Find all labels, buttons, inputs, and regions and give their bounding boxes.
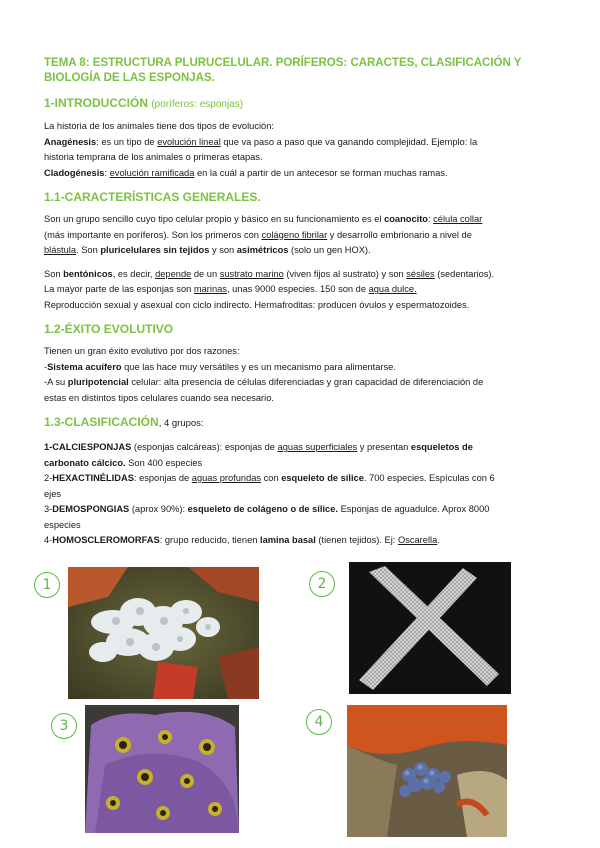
section-clasificacion-suffix: , 4 grupos:	[158, 418, 204, 429]
text: y son	[209, 245, 237, 255]
text: Son un grupo sencillo cuyo tipo celular propio y básico en su funcionamiento es el	[44, 214, 385, 224]
term-calciesponjas: 1-CALCIESPONJAS	[44, 442, 132, 452]
clas-demospongias-cont: especies	[44, 519, 81, 530]
photo-calciesponja-image	[68, 567, 259, 699]
section-caracteristicas-heading: 1.1-CARACTERÍSTICAS GENERALES.	[44, 190, 261, 204]
exito-line-4: estas en distintos tipos celulares cuando sea necesario.	[44, 392, 274, 403]
underline-sustrato-marino: sustrato marino	[219, 268, 284, 279]
text: : es un tipo de	[96, 136, 158, 147]
text: 4-	[44, 535, 53, 545]
section-clasificacion-title: 1.3-CLASIFICACIÓN	[44, 415, 159, 429]
underline-sesiles: sésiles	[406, 268, 435, 279]
text: , es decir,	[112, 268, 156, 279]
text: de un	[191, 268, 220, 279]
intro-line-1: La historia de los animales tiene dos tipos de evolución:	[44, 121, 274, 131]
term-homoscleromorfas: HOMOSCLEROMORFAS	[52, 535, 160, 545]
term-demospongias: DEMOSPONGIAS	[52, 504, 130, 514]
exito-line-3	[44, 375, 556, 391]
text: Son 400 especies	[125, 457, 203, 468]
text: (solo un gen HOX).	[288, 245, 371, 255]
underline-blastula: blástula	[44, 245, 77, 255]
term-pluripotencial: pluripotencial	[67, 377, 129, 387]
underline-aguas-profundas: aguas profundas	[191, 473, 262, 483]
document-title	[44, 56, 556, 86]
photo-hexactinelida	[349, 562, 511, 694]
text: La mayor parte de las esponjas son	[44, 284, 194, 294]
text: 3-	[44, 504, 53, 514]
term-sistema-acuifero: Sistema acuífero	[47, 361, 122, 372]
text: en la cuál a partir de un antecesor se forman muchas ramas.	[194, 167, 448, 178]
carac-line-6: Reproducción sexual y asexual con ciclo indirecto. Hermafroditas: producen óvulos y espermatozoides.	[44, 299, 470, 310]
clas-hexactinelidas-cont: ejes	[44, 488, 62, 499]
title-line-2: BIOLOGÍA DE LAS ESPONJAS.	[44, 72, 215, 84]
text: que va paso a paso que va ganando complejidad. Ejemplo: la	[220, 136, 478, 147]
term-hexactinelidas: HEXACTINÉLIDAS	[52, 473, 134, 483]
figure-number-3: 3	[51, 713, 77, 739]
section-clasificacion-body	[44, 440, 556, 549]
term-carbonato: carbonato cálcico.	[44, 457, 126, 468]
text: (viven fijos al sustrato) y son	[283, 268, 407, 279]
term-asimetricos: asimétricos	[236, 245, 289, 255]
term-esqueleto-colageno: esqueleto de colágeno o de sílice.	[187, 504, 338, 514]
exito-line-2	[44, 360, 556, 376]
text: celular: alta presencia de células diferenciadas y gran capacidad de diferenciación de	[128, 377, 484, 387]
term-lamina-basal: lamina basal	[260, 535, 316, 545]
text: -	[44, 361, 48, 372]
underline-colageno-fibrilar: colágeno fibrilar	[261, 229, 328, 240]
text: -A su	[44, 377, 68, 387]
clas-calciesponjas-cont	[44, 456, 556, 472]
photo-demospongia-image	[85, 705, 239, 833]
underline-oscarella: Oscarella	[397, 535, 438, 545]
text: : grupo reducido, tienen	[159, 535, 260, 545]
figure-number-1: 1	[34, 572, 60, 598]
text: .	[437, 535, 440, 545]
text: Esponjas de aguadulce. Aprox 8000	[337, 504, 490, 514]
text: :	[104, 167, 110, 178]
section-exito-body	[44, 344, 556, 406]
text: : esponjas de	[133, 473, 192, 483]
section-intro-heading	[44, 95, 556, 113]
term-cladogenesis: Cladogénesis	[44, 167, 105, 178]
term-esqueletos: esqueletos de	[410, 442, 473, 452]
intro-anagenesis-cont: historia temprana de los animales o primeras etapas.	[44, 152, 263, 162]
underline-evolucion-ramificada: evolución ramificada	[109, 167, 195, 178]
carac-line-3	[44, 243, 556, 259]
exito-line-1: Tienen un gran éxito evolutivo por dos razones:	[44, 346, 240, 356]
carac-line-1	[44, 212, 556, 228]
text: (más importante en poríferos). Son los primeros con	[44, 229, 262, 240]
clas-homoscleromorfas	[44, 533, 556, 549]
underline-celula-collar: célula collar	[433, 214, 483, 224]
document-page	[44, 56, 556, 549]
carac-line-2	[44, 228, 556, 244]
title-line-1: TEMA 8: ESTRUCTURA PLURUCELULAR. PORÍFEROS: CARACTES, CLASIFICACIÓN Y	[44, 57, 522, 69]
section-intro-subtitle: (poríferos: esponjas)	[151, 99, 244, 110]
photo-demospongia	[85, 705, 239, 833]
term-bentonicos: bentónicos	[63, 268, 113, 279]
section-caracteristicas-body	[44, 212, 556, 313]
photo-homoscleromorfa	[347, 705, 507, 837]
text: con	[261, 473, 282, 483]
underline-aguas-superficiales: aguas superficiales	[277, 442, 358, 452]
text: y presentan	[357, 442, 411, 452]
text: (esponjas calcáreas): esponjas de	[131, 442, 278, 452]
text: , unas 9000 especies. 150 son de	[226, 284, 369, 294]
underline-marinas: marinas	[193, 284, 227, 294]
section-intro-body	[44, 119, 556, 181]
text: (aprox 90%):	[129, 504, 188, 514]
text: . Son	[76, 245, 101, 255]
figure-number-2: 2	[309, 571, 335, 597]
text: . 700 especies. Espículas con 6	[363, 473, 495, 483]
intro-anagenesis	[44, 135, 556, 151]
term-anagenesis: Anagénesis	[44, 136, 97, 147]
text: (sedentarios).	[434, 268, 495, 279]
carac-line-4	[44, 267, 556, 283]
clas-demospongias	[44, 502, 556, 518]
term-esqueleto-silice: esqueleto de sílice	[281, 473, 364, 483]
figure-number-4: 4	[306, 709, 332, 735]
photo-homoscleromorfa-image	[347, 705, 507, 837]
term-coanocito: coanocito	[384, 214, 428, 224]
photo-hexactinelida-image	[349, 562, 511, 694]
section-clasificacion-heading	[44, 414, 556, 432]
term-pluricelulares: pluricelulares sin tejidos	[100, 245, 210, 255]
clas-hexactinelidas	[44, 471, 556, 487]
underline-evolucion-lineal: evolución lineal	[157, 136, 221, 147]
clas-calciesponjas	[44, 440, 556, 456]
text: 2-	[44, 473, 53, 483]
text: Son	[44, 268, 64, 279]
underline-depende: depende	[155, 268, 192, 279]
text: y desarrollo embrionario a nivel de	[327, 229, 472, 240]
section-exito-heading: 1.2-ÉXITO EVOLUTIVO	[44, 322, 174, 336]
underline-agua-dulce: agua dulce.	[368, 284, 417, 294]
text: que las hace muy versátiles y es un mecanismo para alimentarse.	[121, 361, 396, 372]
intro-cladogenesis	[44, 166, 556, 182]
carac-line-5	[44, 282, 556, 298]
text: (tienen tejidos). Ej:	[315, 535, 398, 545]
text: :	[427, 214, 434, 224]
photo-calciesponja	[68, 567, 259, 699]
section-intro-title: 1-INTRODUCCIÓN	[44, 96, 148, 110]
